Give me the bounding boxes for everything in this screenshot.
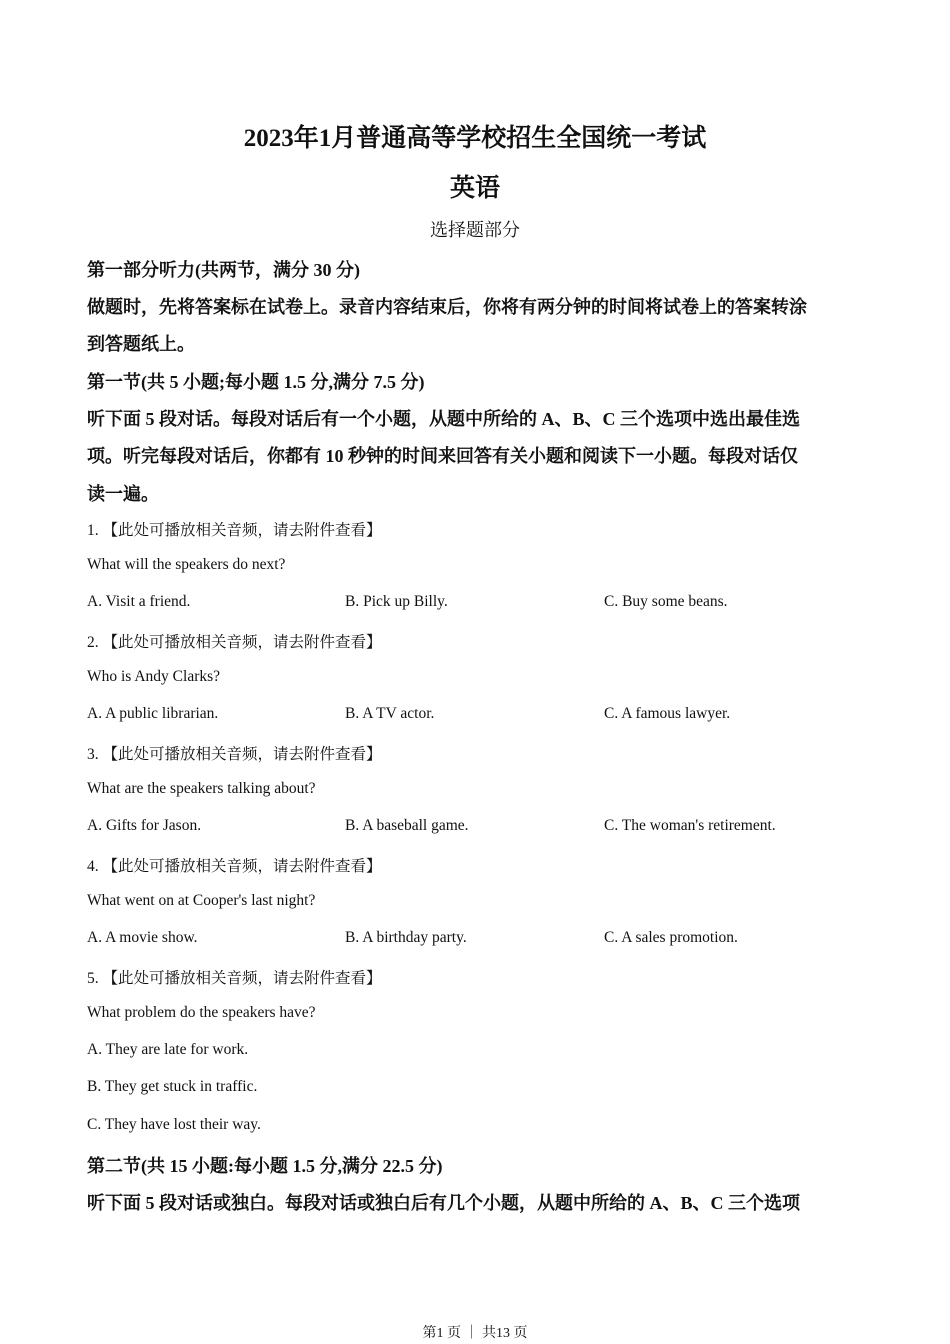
section1-directions-line3: 读一遍。 [87, 484, 159, 504]
section1-directions-line1: 听下面 5 段对话。每段对话后有一个小题，从题中所给的 A、B、C 三个选项中选出最佳选 [87, 409, 800, 429]
section2-heading: 第二节(共 15 小题:每小题 1.5 分,满分 22.5 分) [87, 1156, 443, 1176]
option-a: A. Visit a friend. [87, 593, 191, 610]
option-c: C. Buy some beans. [604, 593, 728, 610]
part1-heading: 第一部分听力(共两节，满分 30 分) [87, 260, 360, 280]
question-text: What problem do the speakers have? [87, 1004, 316, 1021]
option-b: B. A baseball game. [345, 817, 469, 834]
exam-title: 2023年1月普通高等学校招生全国统一考试 [243, 125, 707, 152]
audio-prompt[interactable]: 2. 【此处可播放相关音频，请去附件查看】 [87, 634, 382, 651]
part1-instructions-line2: 到答题纸上。 [87, 334, 195, 354]
option-a: A. They are late for work. [87, 1041, 249, 1058]
option-c: C. A famous lawyer. [604, 705, 731, 722]
option-c: C. A sales promotion. [604, 929, 738, 946]
audio-prompt[interactable]: 4. 【此处可播放相关音频，请去附件查看】 [87, 858, 382, 875]
section1-heading: 第一节(共 5 小题;每小题 1.5 分,满分 7.5 分) [87, 372, 425, 392]
audio-prompt[interactable]: 3. 【此处可播放相关音频，请去附件查看】 [87, 746, 382, 763]
option-b: B. They get stuck in traffic. [87, 1078, 258, 1095]
question-text: What went on at Cooper's last night? [87, 892, 316, 909]
option-a: A. Gifts for Jason. [87, 817, 202, 834]
audio-prompt[interactable]: 1. 【此处可播放相关音频，请去附件查看】 [87, 522, 382, 539]
option-c: C. The woman's retirement. [604, 817, 776, 834]
subject-title: 英语 [449, 175, 500, 202]
part1-instructions-line1: 做题时，先将答案标在试卷上。录音内容结束后，你将有两分钟的时间将试卷上的答案转涂 [87, 297, 807, 317]
option-b: B. A birthday party. [345, 929, 467, 946]
question-text: What will the speakers do next? [87, 556, 286, 573]
option-a: A. A movie show. [87, 929, 198, 946]
audio-prompt[interactable]: 5. 【此处可播放相关音频，请去附件查看】 [87, 970, 382, 987]
option-c: C. They have lost their way. [87, 1116, 261, 1133]
option-b: B. Pick up Billy. [345, 593, 448, 610]
question-text: Who is Andy Clarks? [87, 668, 221, 685]
section-type: 选择题部分 [430, 220, 520, 240]
question-text: What are the speakers talking about? [87, 780, 316, 797]
option-b: B. A TV actor. [345, 705, 435, 722]
section1-directions-line2: 项。听完每段对话后，你都有 10 秒钟的时间来回答有关小题和阅读下一小题。每段对话仅 [87, 446, 798, 466]
section2-directions-line1: 听下面 5 段对话或独白。每段对话或独白后有几个小题，从题中所给的 A、B、C 三个选项 [87, 1193, 801, 1213]
page-footer: 第1 页 ｜ 共13 页 [422, 1326, 528, 1341]
option-a: A. A public librarian. [87, 705, 219, 722]
